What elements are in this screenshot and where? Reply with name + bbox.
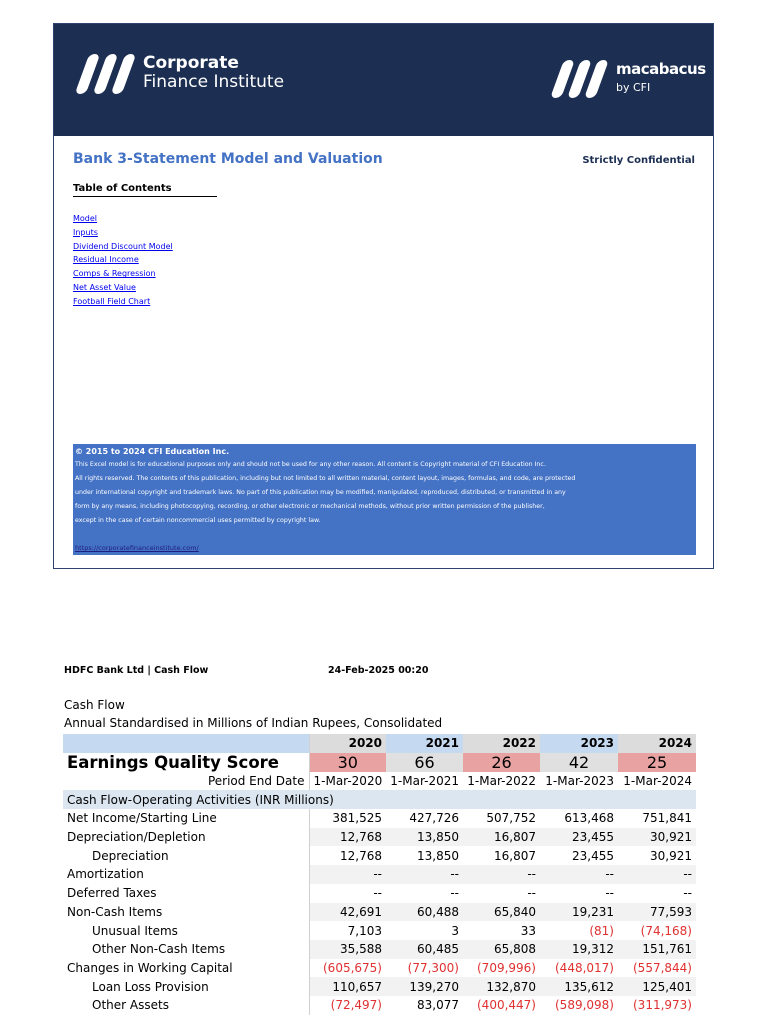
table-row: [63, 884, 696, 903]
cover-sheet: [53, 23, 714, 569]
value-cell: 427,726: [409, 811, 459, 826]
value-cell: 77,593: [618, 903, 696, 922]
value-cell: 139,270: [386, 977, 463, 996]
copyright-line: except in the case of certain noncommercial uses permitted by copyright law.: [75, 517, 321, 524]
copyright-line: form by any means, including photocopying, recording, or other electronic or mechanical methods, without prior written permission of the publisher,: [75, 503, 545, 510]
value-cell: (709,996): [477, 960, 536, 975]
row-label: Deferred Taxes: [63, 884, 309, 903]
toc-heading: Table of Contents: [73, 183, 217, 197]
table-row: [63, 903, 696, 922]
row-label: Other Assets: [63, 996, 309, 1015]
sheet-timestamp: 24-Feb-2025 00:20: [328, 665, 429, 676]
year-cell: 2022: [463, 734, 540, 753]
value-cell: 613,468: [564, 811, 614, 826]
value-cell: 132,870: [463, 977, 540, 996]
period-end-label: Period End Date: [63, 772, 309, 791]
statement-title: Cash Flow: [64, 698, 125, 712]
earnings-quality-label: Earnings Quality Score: [63, 753, 309, 772]
row-label: Amortization: [63, 865, 309, 884]
value-cell: (74,168): [640, 923, 692, 938]
value-cell: 151,761: [618, 940, 696, 959]
year-cell: 2023: [540, 734, 618, 753]
value-cell: (77,300): [407, 960, 459, 975]
value-cell: --: [605, 886, 614, 901]
copyright-line: All rights reserved. The contents of this publication, including but not limited to all written material, content layout, images, formulas, and code, are protected: [75, 475, 576, 482]
confidential-label: Strictly Confidential: [582, 155, 695, 166]
row-label: Unusual Items: [63, 921, 309, 940]
value-cell: 110,657: [309, 977, 386, 996]
toc-link-residual-income[interactable]: Residual Income: [73, 255, 139, 265]
value-cell: 60,488: [386, 903, 463, 922]
toc-link-model[interactable]: Model: [73, 214, 98, 223]
section-label: Cash Flow-Operating Activities (INR Millions): [63, 790, 696, 809]
eq-score-cell: 25: [618, 753, 696, 772]
value-cell: --: [540, 865, 618, 884]
page-title: Bank 3-Statement Model and Valuation: [73, 151, 383, 167]
year-header-row: [63, 734, 696, 753]
eq-score-cell: 26: [463, 753, 540, 772]
value-cell: (81): [589, 923, 614, 938]
copyright-box: [73, 444, 696, 555]
cfi-logo-icon: [76, 53, 136, 97]
value-cell: 16,807: [463, 828, 540, 847]
toc-link-ddm[interactable]: Dividend Discount Model: [73, 241, 173, 251]
row-label: Non-Cash Items: [63, 903, 309, 922]
value-cell: (605,675): [323, 960, 382, 975]
table-row: [63, 828, 696, 847]
table-row: [63, 996, 696, 1015]
value-cell: 135,612: [540, 977, 618, 996]
value-cell: --: [618, 865, 696, 884]
toc-link-comps[interactable]: Comps & Regression: [73, 269, 156, 279]
value-cell: 23,455: [572, 848, 614, 863]
table-row: [63, 940, 696, 959]
sheet-header: HDFC Bank Ltd | Cash Flow: [64, 665, 209, 676]
value-cell: 83,077: [417, 998, 459, 1013]
row-label: Depreciation/Depletion: [63, 828, 309, 847]
earnings-quality-row: [63, 753, 696, 772]
row-label: Depreciation: [63, 846, 309, 865]
value-cell: 30,921: [618, 828, 696, 847]
table-row: [63, 846, 696, 865]
cash-flow-table: [63, 734, 696, 1015]
value-cell: 19,312: [540, 940, 618, 959]
value-cell: --: [373, 886, 382, 901]
eq-score-cell: 30: [309, 753, 386, 772]
value-cell: 35,588: [309, 940, 386, 959]
value-cell: 13,850: [417, 848, 459, 863]
period-date-cell: 1-Mar-2022: [467, 774, 536, 789]
copyright-title: © 2015 to 2024 CFI Education Inc.: [75, 447, 230, 456]
partner-sub: by CFI: [616, 81, 651, 94]
value-cell: (311,973): [633, 998, 692, 1013]
header-blank-cell: [63, 734, 309, 753]
period-date-cell: 1-Mar-2024: [623, 774, 692, 789]
toc-link-nav[interactable]: Net Asset Value: [73, 282, 136, 292]
statement-subtitle: Annual Standardised in Millions of Indian Rupees, Consolidated: [64, 716, 443, 730]
eq-score-cell: 66: [386, 753, 463, 772]
brand-line-1: Corporate: [143, 53, 239, 73]
value-cell: (589,098): [555, 998, 614, 1013]
table-row: [63, 977, 696, 996]
value-cell: (448,017): [555, 960, 614, 975]
copyright-line: This Excel model is for educational purposes only and should not be used for any other reason. All content is Copyright material of CFI Education Inc.: [75, 461, 546, 468]
value-cell: 507,752: [486, 811, 536, 826]
cfi-brand-name: [143, 54, 284, 92]
toc-link-inputs[interactable]: Inputs: [73, 227, 98, 237]
value-cell: 12,768: [340, 848, 382, 863]
cover-banner: [54, 24, 713, 136]
value-cell: 33: [520, 923, 536, 938]
period-date-cell: 1-Mar-2021: [390, 774, 459, 789]
brand-line-2: Finance Institute: [143, 72, 285, 92]
value-cell: 65,840: [463, 903, 540, 922]
value-cell: 751,841: [642, 811, 692, 826]
section-row: [63, 790, 696, 809]
eq-score-cell: 42: [540, 753, 618, 772]
value-cell: 19,231: [540, 903, 618, 922]
row-label: Other Non-Cash Items: [63, 940, 309, 959]
value-cell: 16,807: [494, 848, 536, 863]
value-cell: 13,850: [386, 828, 463, 847]
value-cell: 3: [451, 923, 459, 938]
row-label: Net Income/Starting Line: [63, 809, 309, 828]
table-row: [63, 921, 696, 940]
macabacus-logo-icon: [551, 59, 611, 99]
value-cell: 381,525: [332, 811, 382, 826]
value-cell: (557,844): [633, 960, 692, 975]
partner-name: macabacus: [616, 60, 706, 78]
value-cell: --: [309, 865, 386, 884]
period-date-cell: 1-Mar-2020: [313, 774, 383, 789]
value-cell: --: [527, 886, 536, 901]
table-row: [63, 959, 696, 978]
year-cell: 2021: [386, 734, 463, 753]
period-end-row: [63, 772, 696, 791]
toc-link-football-field[interactable]: Football Field Chart: [73, 296, 151, 306]
value-cell: 42,691: [309, 903, 386, 922]
table-row: [63, 865, 696, 884]
value-cell: --: [450, 886, 459, 901]
value-cell: (72,497): [330, 998, 382, 1013]
value-cell: 125,401: [618, 977, 696, 996]
cfi-website-link[interactable]: https://corporatefinanceinstitute.com/: [75, 544, 199, 552]
value-cell: (400,447): [477, 998, 536, 1013]
value-cell: --: [463, 865, 540, 884]
row-label: Loan Loss Provision: [63, 977, 309, 996]
year-cell: 2024: [618, 734, 696, 753]
value-cell: 23,455: [540, 828, 618, 847]
toc-list: [73, 212, 173, 309]
copyright-line: under international copyright and trademark laws. No part of this publication may be modified, manipulated, reproduced, distributed, or transmitted in any: [75, 489, 566, 496]
row-label: Changes in Working Capital: [63, 959, 309, 978]
value-cell: 12,768: [309, 828, 386, 847]
value-cell: --: [683, 886, 692, 901]
value-cell: 65,808: [463, 940, 540, 959]
value-cell: --: [386, 865, 463, 884]
value-cell: 30,921: [650, 848, 692, 863]
value-cell: 7,103: [347, 923, 382, 938]
table-row: [63, 809, 696, 828]
period-date-cell: 1-Mar-2023: [545, 774, 614, 789]
value-cell: 60,485: [386, 940, 463, 959]
year-cell: 2020: [309, 734, 386, 753]
